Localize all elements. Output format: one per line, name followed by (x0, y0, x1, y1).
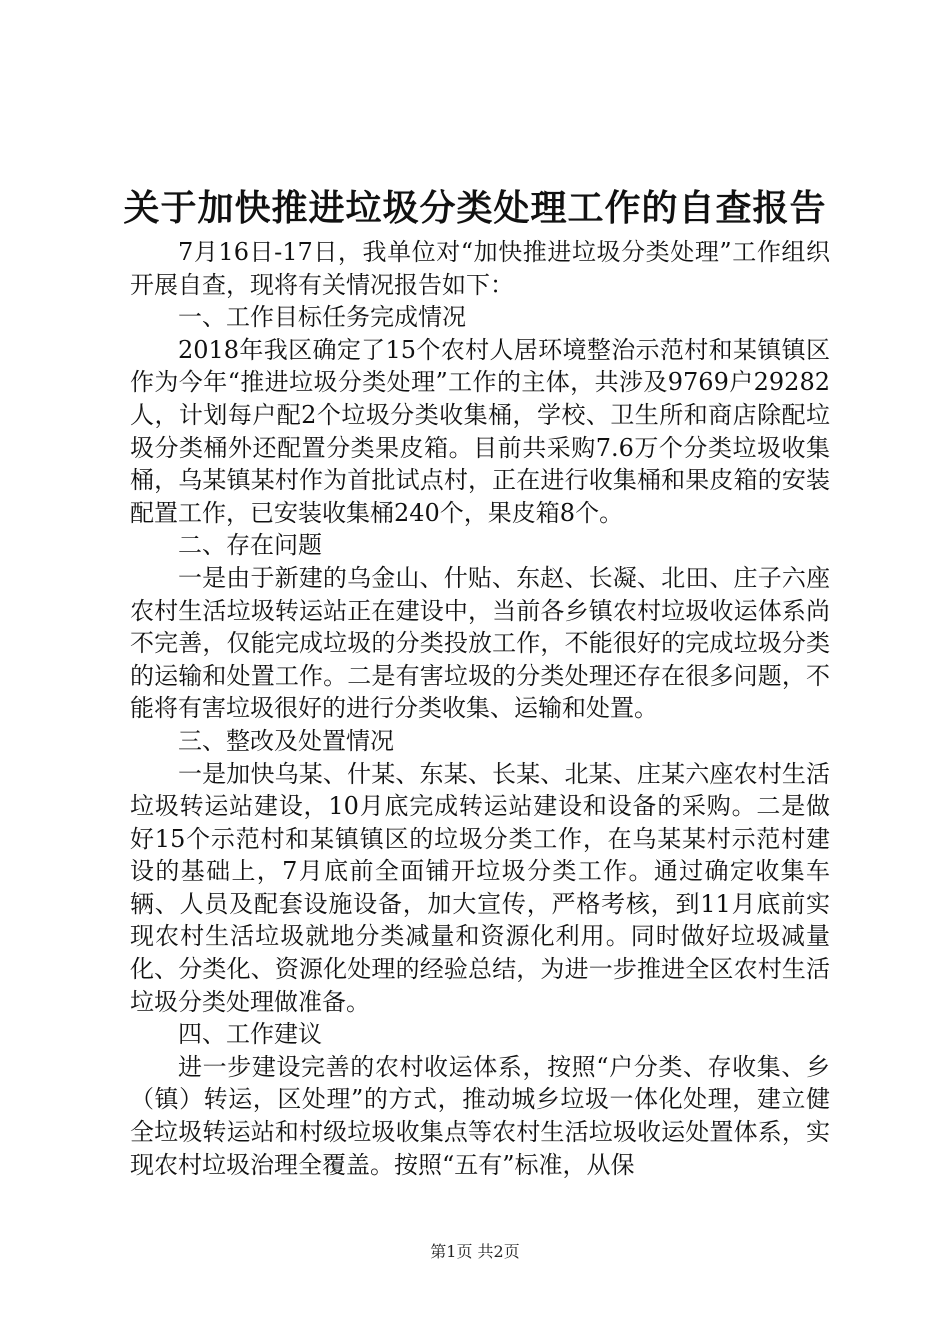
rectification-paragraph: 一是加快乌某、什某、东某、长某、北某、庄某六座农村生活垃圾转运站建设，10月底完成转运站建设和设备的采购。二是做好15个示范村和某镇镇区的垃圾分类工作，在乌某某村示范村建设的基础上，7月底前全面铺开垃圾分类工作。通过确定收集车辆、人员及配套设施设备，加大宣传，严格考核，到11月底前实现农村生活垃圾就地分类减量和资源化利用。同时做好垃圾减量化、分类化、资源化处理的经验总结，为进一步推进全区农村生活垃圾分类处理做准备。 (130, 759, 830, 1016)
intro-paragraph: 7月16日-17日，我单位对“加快推进垃圾分类处理”工作组织开展自查，现将有关情况报告如下： (130, 238, 830, 299)
section-heading-goals: 一、工作目标任务完成情况 (178, 303, 466, 332)
suggestions-paragraph: 进一步建设完善的农村收运体系，按照“户分类、存收集、乡（镇）转运，区处理”的方式，推动城乡垃圾一体化处理，建立健全垃圾转运站和村级垃圾收集点等农村生活垃圾收运处置体系，实现农村垃圾治理全覆盖。按照“五有”标准，从保 (130, 1052, 830, 1179)
document-title: 关于加快推进垃圾分类处理工作的自查报告 (123, 187, 827, 229)
section-heading-suggestions: 四、工作建议 (178, 1020, 322, 1049)
goals-paragraph: 2018年我区确定了15个农村人居环境整治示范村和某镇镇区作为今年“推进垃圾分类处理”工作的主体，共涉及9769户29282人，计划每户配2个垃圾分类收集桶，学校、卫生所和商店除配垃圾分类桶外还配置分类果皮箱。目前共采购7.6万个分类垃圾收集桶，乌某镇某村作为首批试点村，正在进行收集桶和果皮箱的安装配置工作，已安装收集桶240个，果皮箱8个。 (130, 335, 830, 527)
section-heading-rectification: 三、整改及处置情况 (178, 726, 394, 755)
page-number-footer: 第1页 共2页 (430, 1242, 520, 1261)
document-body (130, 236, 830, 1181)
problems-paragraph: 一是由于新建的乌金山、什贴、东赵、长凝、北田、庄子六座农村生活垃圾转运站正在建设中，当前各乡镇农村垃圾收运体系尚不完善，仅能完成垃圾的分类投放工作，不能很好的完成垃圾分类的运输和处置工作。二是有害垃圾的分类处理还存在很多问题，不能将有害垃圾很好的进行分类收集、运输和处置。 (130, 563, 830, 723)
section-heading-problems: 二、存在问题 (178, 531, 322, 560)
